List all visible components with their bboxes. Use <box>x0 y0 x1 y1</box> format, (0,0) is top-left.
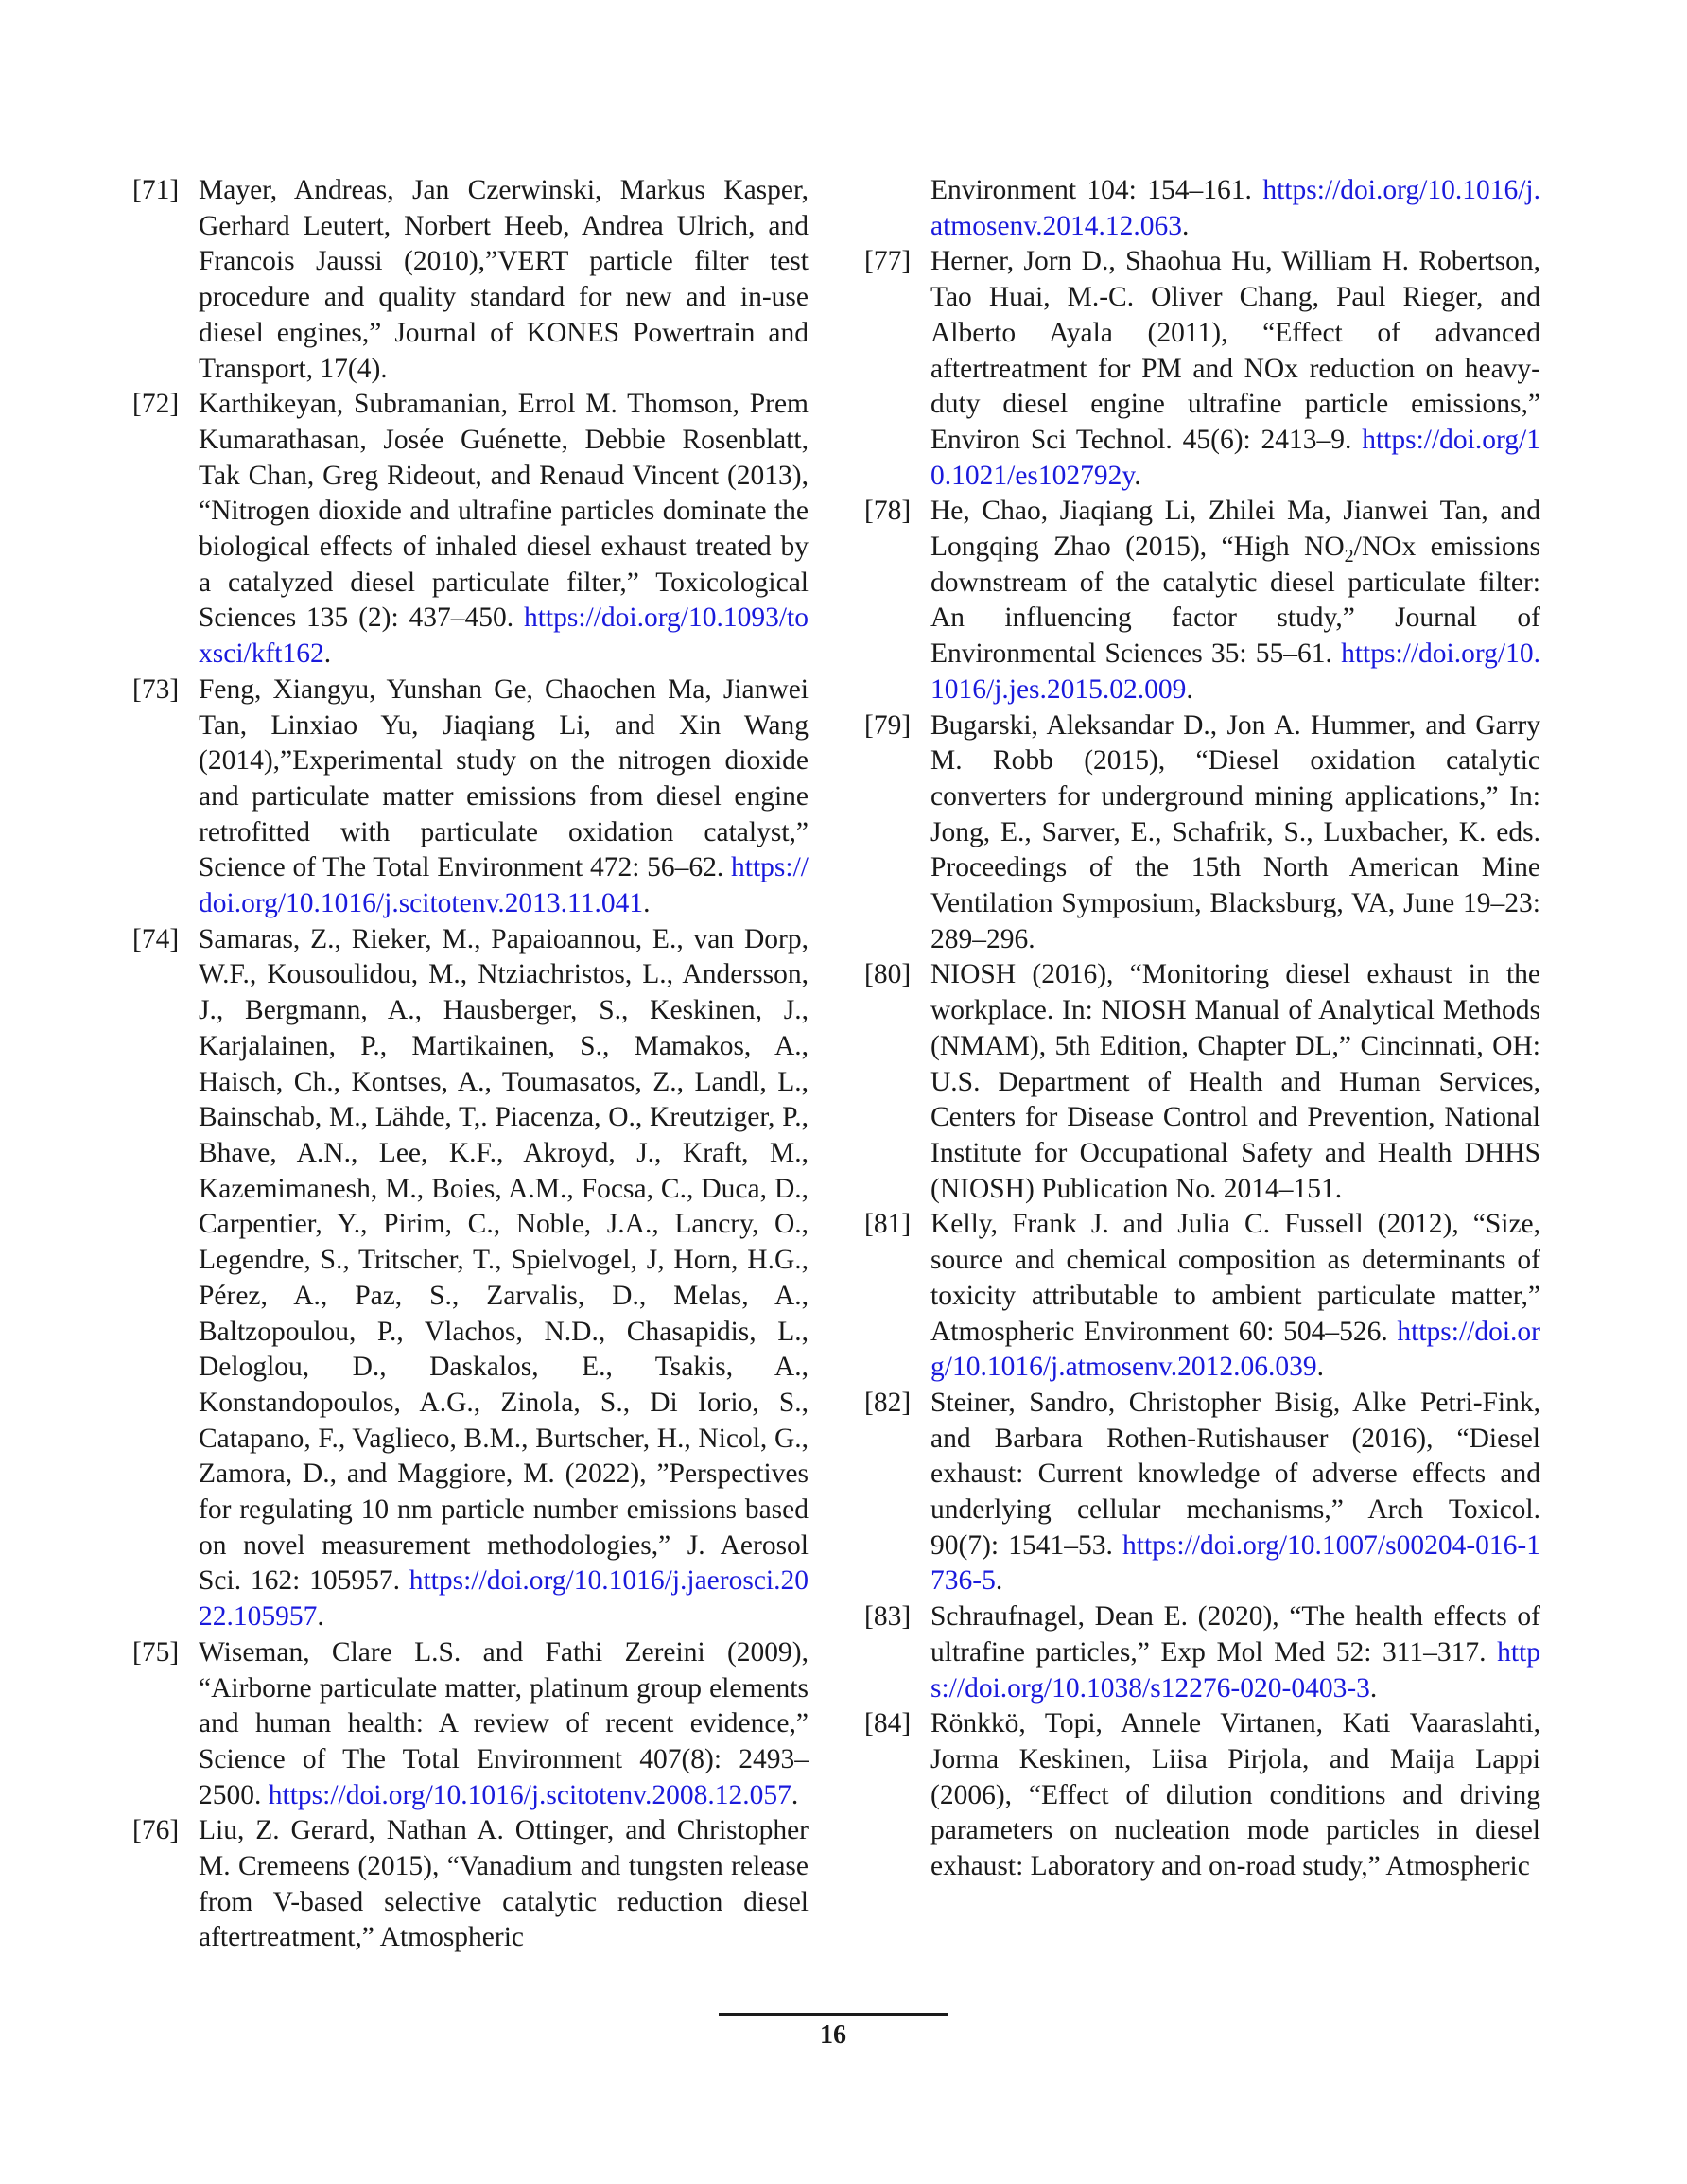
reference-74: [74] Samaras, Z., Rieker, M., Papaioannou, E., van Dorp, W.F., Kousoulidou, M., Ntziachristos, L., Andersson, J., Bergmann, A., Hausberger, S., Keskinen, J., Karjalainen, P., Martikainen, S., Mamakos, A., Haisch, Ch., Kontses, A., Toumasatos, Z., Landl, L., Bainschab, M., Lähde, T,. Piacenza, O., Kreutziger, P., Bhave, A.N., Lee, K.F., Akroyd, J., Kraft, M., Kazemimanesh, M., Boies, A.M., Focsa, C., Duca, D., Carpentier, Y., Pirim, C., Noble, J.A., Lancry, O., Legendre, S., Tritscher, T., Spielvogel, J, Horn, H.G., Pérez, A., Paz, S., Zarvalis, D., Melas, A., Baltzopoulou, P., Vlachos, N.D., Chasapidis, L., Deloglou, D., Daskalos, E., Tsakis, A., Konstandopoulos, A.G., Zinola, S., Di Iorio, S., Catapano, F., Vaglieco, B.M., Burtscher, H., Nicol, G., Zamora, D., and Maggiore, M. (2022), ”Perspectives for regulating 10 nm particle number emissions based on novel measurement methodologies,” J. Aerosol Sci. 162: 105957. https://doi.org/10.1016/j.jaerosci.2022.105957. <box>132 923 809 1633</box>
reference-77: [77] Herner, Jorn D., Shaohua Hu, William H. Robertson, Tao Huai, M.-C. Oliver Chang, Paul Rieger, and Alberto Ayala (2011), “Effect of advanced aftertreatment for PM and NOx reduction on heavy-duty diesel engine ultrafine particle emissions,” Environ Sci Technol. 45(6): 2413–9. https://doi.org/10.1021/es102792y. <box>864 246 1540 491</box>
reference-text: Kelly, Frank J. and Julia C. Fussell (2012), “Size, source and chemical composition as determinants of toxicity attributable to ambient particulate matter,” Atmospheric Environment 60: 504–526. <box>930 1209 1540 1347</box>
reference-number: [72] <box>132 389 180 420</box>
doi-link[interactable]: https://doi.org/10.1016/j.scitotenv.2013.11.041 <box>199 852 809 919</box>
reference-text: Karthikeyan, Subramanian, Errol M. Thomson, Prem Kumarathasan, Josée Guénette, Debbie Rosenblatt, Tak Chan, Greg Rideout, and Renaud Vincent (2013), “Nitrogen dioxide and ultrafine particles dominate the biological effects of inhaled diesel exhaust treated by a catalyzed diesel particulate filter,” Toxicological Sciences 135 (2): 437–450. <box>199 389 809 634</box>
reference-number: [77] <box>864 246 912 277</box>
subscript: 2 <box>1344 545 1354 567</box>
reference-number: [81] <box>864 1209 912 1240</box>
page-number: 16 <box>820 2020 846 2050</box>
doi-link[interactable]: https://doi.org/10.1016/j.jaerosci.2022.105957 <box>199 1565 809 1633</box>
reference-76-continuation: Environment 104: 154–161. https://doi.org/10.1016/j.atmosenv.2014.12.063. <box>930 175 1540 241</box>
reference-text: Rönkkö, Topi, Annele Virtanen, Kati Vaaraslahti, Jorma Keskinen, Liisa Pirjola, and Maija Lappi (2006), “Effect of dilution conditions and driving parameters on nucleation mode particles in diesel exhaust: Laboratory and on-road study,” Atmospheric <box>930 1708 1540 1882</box>
reference-83: [83] Schraufnagel, Dean E. (2020), “The health effects of ultrafine particles,” Exp Mol Med 52: 311–317. https://doi.org/10.1038/s12276-020-0403-3. <box>864 1601 1540 1704</box>
reference-72: [72] Karthikeyan, Subramanian, Errol M. Thomson, Prem Kumarathasan, Josée Guénette, Debbie Rosenblatt, Tak Chan, Greg Rideout, and Renaud Vincent (2013), “Nitrogen dioxide and ultrafine particles dominate the biological effects of inhaled diesel exhaust treated by a catalyzed diesel particulate filter,” Toxicological Sciences 135 (2): 437–450. https://doi.org/10.1093/toxsci/kft162. <box>132 389 809 670</box>
reference-text: Environment 104: 154–161. <box>930 175 1263 205</box>
reference-text: NIOSH (2016), “Monitoring diesel exhaust in the workplace. In: NIOSH Manual of Analytical Methods (NMAM), 5th Edition, Chapter DL,” Cincinnati, OH: U.S. Department of Health and Human Services, Centers for Disease Control and Prevention, National Institute for Occupational Safety and Health DHHS (NIOSH) Publication No. 2014–151. <box>930 959 1540 1204</box>
reference-82: [82] Steiner, Sandro, Christopher Bisig, Alke Petri-Fink, and Barbara Rothen-Rutishauser (2016), “Diesel exhaust: Current knowledge of adverse effects and underlying cellular mechanisms,” Arch Toxicol. 90(7): 1541–53. https://doi.org/10.1007/s00204-016-1736-5. <box>864 1387 1540 1597</box>
reference-text: Steiner, Sandro, Christopher Bisig, Alke Petri-Fink, and Barbara Rothen-Rutishauser (2016), “Diesel exhaust: Current knowledge of adverse effects and underlying cellular mechanisms,” Arch Toxicol. 90(7): 1541–53. <box>930 1387 1540 1561</box>
doi-link[interactable]: https://doi.org/10.1038/s12276-020-0403-3 <box>930 1636 1540 1704</box>
reference-number: [75] <box>132 1636 180 1668</box>
reference-number: [79] <box>864 709 912 741</box>
reference-80 <box>864 957 1540 1207</box>
reference-79 <box>864 708 1540 958</box>
reference-75: [75] Wiseman, Clare L.S. and Fathi Zereini (2009), “Airborne particulate matter, platinum group elements and human health: A review of recent evidence,” Science of The Total Environment 407(8): 2493–2500. https://doi.org/10.1016/j.scitotenv.2008.12.057. <box>132 1636 809 1810</box>
reference-text: Samaras, Z., Rieker, M., Papaioannou, E., van Dorp, W.F., Kousoulidou, M., Ntziachristos, L., Andersson, J., Bergmann, A., Hausberger, S., Keskinen, J., Karjalainen, P., Martikainen, S., Mamakos, A., Haisch, Ch., Kontses, A., Toumasatos, Z., Landl, L., Bainschab, M., Lähde, T,. Piacenza, O., Kreutziger, P., Bhave, A.N., Lee, K.F., Akroyd, J., Kraft, M., Kazemimanesh, M., Boies, A.M., Focsa, C., Duca, D., Carpentier, Y., Pirim, C., Noble, J.A., Lancry, O., Legendre, S., Tritscher, T., Spielvogel, J, Horn, H.G., Pérez, A., Paz, S., Zarvalis, D., Melas, A., Baltzopoulou, P., Vlachos, N.D., Chasapidis, L., Deloglou, D., Daskalos, E., Tsakis, A., Konstandopoulos, A.G., Zinola, S., Di Iorio, S., Catapano, F., Vaglieco, B.M., Burtscher, H., Nicol, G., Zamora, D., and Maggiore, M. (2022), ”Perspectives for regulating 10 nm particle number emissions based on novel measurement methodologies,” J. Aerosol Sci. 162: 105957. <box>199 923 809 1597</box>
doi-link[interactable]: https://doi.org/10.1007/s00204-016-1736-5 <box>930 1529 1540 1597</box>
references-left-column <box>132 173 809 1956</box>
doi-link[interactable]: https://doi.org/10.1016/j.atmosenv.2012.06.039 <box>930 1316 1540 1383</box>
reference-81: [81] Kelly, Frank J. and Julia C. Fussell (2012), “Size, source and chemical composition as determinants of toxicity attributable to ambient particulate matter,” Atmospheric Environment 60: 504–526. https://doi.org/10.1016/j.atmosenv.2012.06.039. <box>864 1209 1540 1383</box>
reference-text: Schraufnagel, Dean E. (2020), “The health effects of ultrafine particles,” Exp Mol Med 52: 311–317. <box>930 1601 1540 1668</box>
footer-rule <box>719 2013 948 2016</box>
reference-text-start: He, Chao, Jiaqiang Li, Zhilei Ma, Jianwei Tan, and Longqing Zhao (2015), “High NO <box>930 496 1540 563</box>
reference-73: [73] Feng, Xiangyu, Yunshan Ge, Chaochen Ma, Jianwei Tan, Linxiao Yu, Jiaqiang Li, and Xin Wang (2014),”Experimental study on the nitrogen dioxide and particulate matter emissions from diesel engine retrofitted with particulate oxidation catalyst,” Science of The Total Environment 472: 56–62. https://doi.org/10.1016/j.scitotenv.2013.11.041. <box>132 673 809 919</box>
reference-text: Mayer, Andreas, Jan Czerwinski, Markus Kasper, Gerhard Leutert, Norbert Heeb, Andrea Ulrich, and Francois Jaussi (2010),”VERT particle filter test procedure and quality standard for new and in-use diesel engines,” Journal of KONES Powertrain and Transport, 17(4). <box>199 175 809 384</box>
reference-number: [78] <box>864 496 912 527</box>
reference-84 <box>864 1706 1540 1885</box>
reference-text: Bugarski, Aleksandar D., Jon A. Hummer, and Garry M. Robb (2015), “Diesel oxidation catalytic converters for underground mining applications,” In: Jong, E., Sarver, E., Schafrik, S., Luxbacher, K. eds. Proceedings of the 15th North American Mine Ventilation Symposium, Blacksburg, VA, June 19–23: 289–296. <box>930 709 1540 954</box>
reference-text: Liu, Z. Gerard, Nathan A. Ottinger, and Christopher M. Cremeens (2015), “Vanadium and tungsten release from V-based selective catalytic reduction diesel aftertreatment,” Atmospheric <box>199 1815 809 1953</box>
reference-number: [84] <box>864 1708 912 1739</box>
reference-76 <box>132 1813 809 1956</box>
reference-number: [80] <box>864 959 912 990</box>
reference-number: [76] <box>132 1815 180 1846</box>
reference-number: [82] <box>864 1387 912 1418</box>
doi-link[interactable]: https://doi.org/10.1016/j.jes.2015.02.009 <box>930 638 1540 705</box>
doi-link[interactable]: https://doi.org/10.1021/es102792y <box>930 424 1540 491</box>
doi-link[interactable]: https://doi.org/10.1016/j.atmosenv.2014.12.063 <box>930 175 1540 241</box>
doi-link[interactable]: https://doi.org/10.1016/j.scitotenv.2008.12.057 <box>268 1779 791 1810</box>
doi-link[interactable]: https://doi.org/10.1093/toxsci/kft162 <box>199 603 809 670</box>
reference-text: /NOx emissions downstream of the catalytic diesel particulate filter: An influencing factor study,” Journal of Environmental Sciences 35: 55–61. <box>930 532 1540 670</box>
reference-number: [74] <box>132 923 180 954</box>
reference-text: Wiseman, Clare L.S. and Fathi Zereini (2009), “Airborne particulate matter, platinum group elements and human health: A review of recent evidence,” Science of The Total Environment 407(8): 2493–2500. <box>199 1636 809 1810</box>
reference-number: [71] <box>132 175 180 205</box>
reference-number: [83] <box>864 1601 912 1633</box>
reference-text: Herner, Jorn D., Shaohua Hu, William H. Robertson, Tao Huai, M.-C. Oliver Chang, Paul Rieger, and Alberto Ayala (2011), “Effect of advanced aftertreatment for PM and NOx reduction on heavy-duty diesel engine ultrafine particle emissions,” Environ Sci Technol. 45(6): 2413–9. <box>930 246 1540 455</box>
reference-number: [73] <box>132 673 180 705</box>
reference-text: Feng, Xiangyu, Yunshan Ge, Chaochen Ma, Jianwei Tan, Linxiao Yu, Jiaqiang Li, and Xin Wang (2014),”Experimental study on the nitrogen dioxide and particulate matter emissions from diesel engine retrofitted with particulate oxidation catalyst,” Science of The Total Environment 472: 56–62. <box>199 673 809 883</box>
reference-71 <box>132 173 809 387</box>
references-right-column <box>864 173 1540 1885</box>
reference-78: [78] He, Chao, Jiaqiang Li, Zhilei Ma, Jianwei Tan, and Longqing Zhao (2015), “High $NO_2$/NOx emissions downstream of the catalytic diesel particulate filter: An influencing factor study,” Journal of Environmental Sciences 35: 55–61. https://doi.org/10.1016/j.jes.2015.02.009. <box>864 496 1540 705</box>
